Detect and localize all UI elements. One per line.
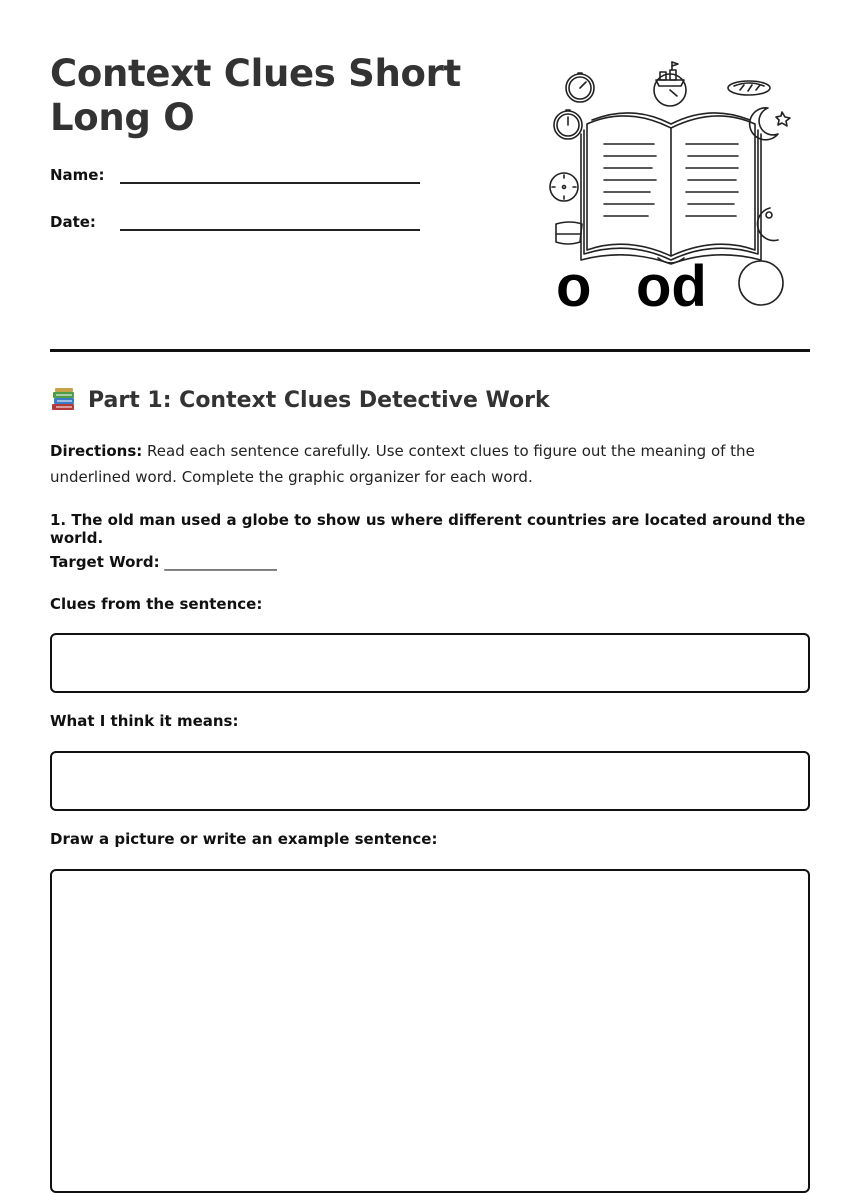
art-letters-od: od — [636, 254, 707, 319]
meaning-answer-box[interactable] — [50, 751, 810, 811]
header-divider — [50, 349, 810, 352]
directions — [50, 438, 810, 490]
clock-icon — [566, 73, 594, 102]
clock-icon — [554, 110, 582, 139]
clues-label: Clues from the sentence: — [50, 595, 263, 613]
clues-answer-box[interactable] — [50, 633, 810, 693]
name-line[interactable] — [120, 182, 420, 184]
target-word-row — [50, 553, 277, 571]
name-label: Name: — [50, 166, 105, 184]
boat-icon — [654, 62, 686, 106]
clock-icon — [550, 173, 578, 201]
target-word-blank[interactable]: _______________ — [159, 553, 277, 571]
question-1-sentence: 1. The old man used a globe to show us where different countries are located around the world. — [50, 511, 806, 547]
directions-text: Read each sentence carefully. Use context clues to figure out the meaning of the underlined word. Complete the graphic organizer for each word. — [50, 442, 755, 486]
date-label: Date: — [50, 213, 96, 231]
blank-circle-icon — [739, 261, 783, 305]
book-icon — [581, 113, 761, 264]
art-letter-o: o — [556, 254, 592, 319]
books-icon — [50, 386, 78, 414]
section-title-text: Part 1: Context Clues Detective Work — [88, 387, 550, 413]
soap-icon — [556, 222, 582, 244]
meaning-label: What I think it means: — [50, 712, 239, 730]
draw-label: Draw a picture or write an example sentence: — [50, 830, 438, 848]
target-word-label: Target Word: — [50, 553, 160, 571]
name-field[interactable] — [50, 166, 420, 196]
section-title — [50, 386, 550, 414]
header-illustration — [546, 58, 796, 323]
directions-label: Directions: — [50, 442, 143, 460]
drawing-answer-box[interactable] — [50, 869, 810, 1193]
date-field[interactable] — [50, 213, 420, 243]
loaf-icon — [728, 81, 770, 95]
worksheet-title: Context Clues Short Long O — [50, 52, 461, 139]
date-line[interactable] — [120, 229, 420, 231]
